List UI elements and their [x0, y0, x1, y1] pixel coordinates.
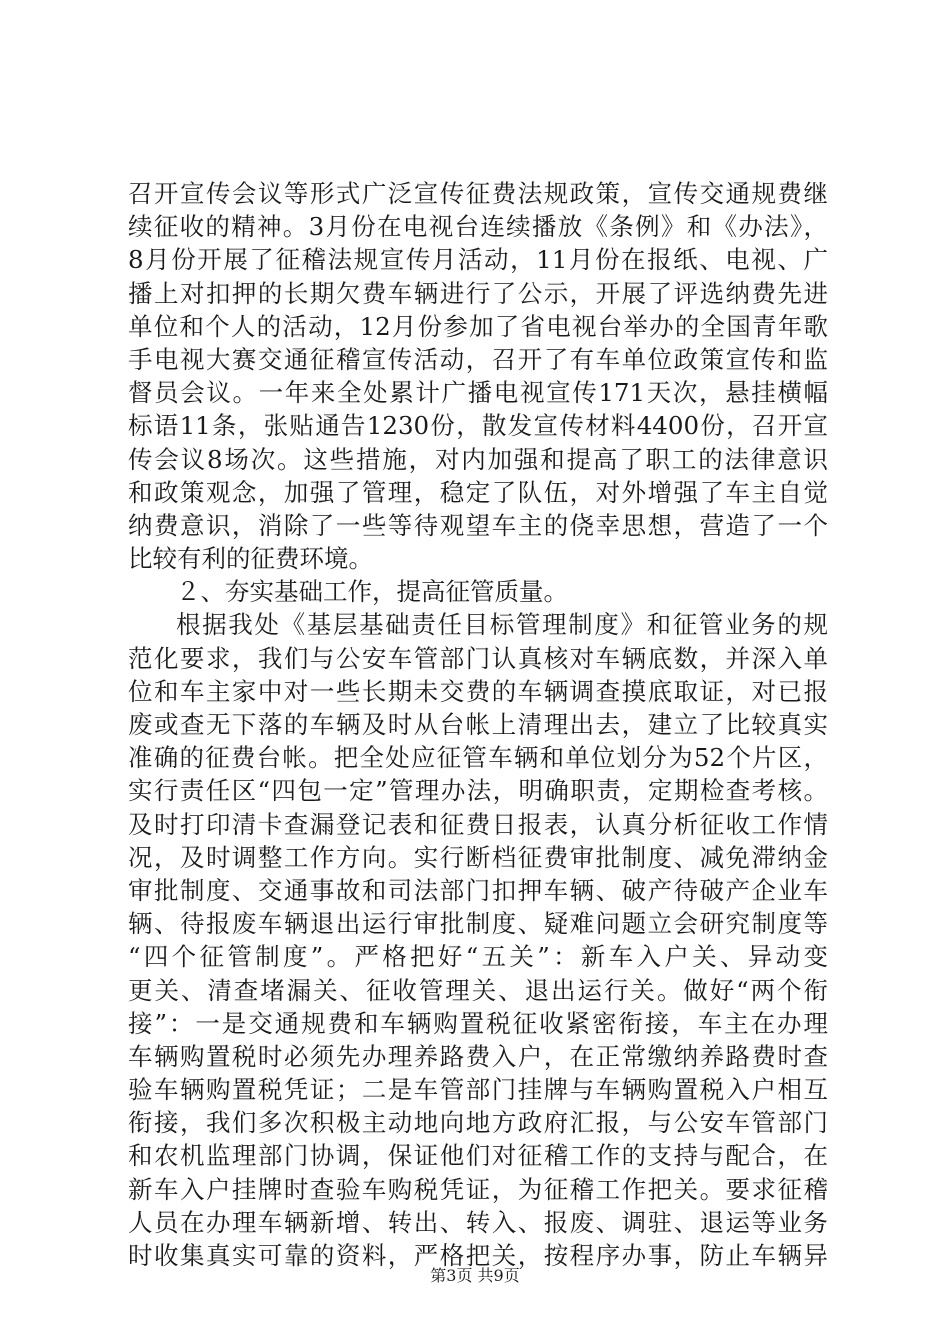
text-line: 衔接，我们多次积极主动地向地方政府汇报，与公安车管部门	[128, 1108, 828, 1138]
text-line: 位和车主家中对一些长期未交费的车辆调查摸底取证，对已报	[128, 676, 828, 706]
text-line: 标语11条，张贴通告1230份，散发宣传材料4400份，召开宣	[128, 411, 828, 441]
text-line: 和农机监理部门协调，保证他们对征稽工作的支持与配合，在	[128, 1141, 828, 1171]
text-line: 准确的征费台帐。把全处应征管车辆和单位划分为52个片区，	[128, 743, 828, 773]
text-line: 手电视大赛交通征稽宣传活动，召开了有车单位政策宣传和监	[128, 344, 828, 374]
page-footer: 第3页 共9页	[430, 1266, 520, 1285]
text-line: 督员会议。一年来全处累计广播电视宣传171天次，悬挂横幅	[128, 378, 828, 408]
text-line: 辆、待报废车辆退出运行审批制度、疑难问题立会研究制度等	[128, 909, 828, 939]
text-line: 和政策观念，加强了管理，稳定了队伍，对外增强了车主自觉	[128, 477, 828, 507]
text-line: 废或查无下落的车辆及时从台帐上清理出去，建立了比较真实	[128, 710, 828, 739]
text-line: 验车辆购置税凭证；二是车管部门挂牌与车辆购置税入户相互	[128, 1075, 828, 1105]
text-line: 时收集真实可靠的资料，严格把关，按程序办事，防止车辆异	[128, 1241, 828, 1270]
text-line: 召开宣传会议等形式广泛宣传征费法规政策，宣传交通规费继	[128, 179, 828, 208]
text-line: 8月份开展了征稽法规宣传月活动，11月份在报纸、电视、广	[128, 245, 828, 275]
text-line: 根据我处《基层基础责任目标管理制度》和征管业务的规	[176, 610, 828, 640]
text-line: 新车入户挂牌时查验车购税凭证，为征稽工作把关。要求征稽	[128, 1174, 828, 1204]
text-line: 比较有利的征费环境。	[128, 544, 373, 574]
text-line: 单位和个人的活动，12月份参加了省电视台举办的全国青年歌	[128, 311, 828, 341]
text-line: 范化要求，我们与公安车管部门认真核对车辆底数，并深入单	[128, 643, 828, 673]
text-line: 更关、清查堵漏关、征收管理关、退出运行关。做好“两个衔	[128, 975, 828, 1005]
text-line: 况，及时调整工作方向。实行断档征费审批制度、减免滞纳金	[128, 842, 828, 872]
text-line: 续征收的精神。3月份在电视台连续播放《条例》和《办法》，	[128, 212, 828, 242]
text-line: 纳费意识，消除了一些等待观望车主的侥幸思想，营造了一个	[128, 510, 828, 540]
body-text	[128, 177, 828, 1272]
text-line: 车辆购置税时必须先办理养路费入户，在正常缴纳养路费时查	[128, 1041, 828, 1071]
text-line: 审批制度、交通事故和司法部门扣押车辆、破产待破产企业车	[128, 875, 828, 905]
text-line: 人员在办理车辆新增、转出、转入、报废、调驻、退运等业务	[128, 1207, 828, 1237]
text-line: “四个征管制度”。严格把好“五关”：新车入户关、异动变	[128, 942, 828, 972]
text-line: 实行责任区“四包一定”管理办法，明确职责，定期检查考核。	[128, 776, 828, 806]
text-line: 传会议8场次。这些措施，对内加强和提高了职工的法律意识	[128, 444, 828, 474]
text-line: ２、夯实基础工作，提高征管质量。	[176, 577, 568, 607]
text-line: 接”：一是交通规费和车辆购置税征收紧密衔接，车主在办理	[128, 1008, 828, 1038]
text-line: 播上对扣押的长期欠费车辆进行了公示，开展了评选纳费先进	[128, 278, 828, 308]
text-line: 及时打印清卡查漏登记表和征费日报表，认真分析征收工作情	[128, 809, 828, 839]
